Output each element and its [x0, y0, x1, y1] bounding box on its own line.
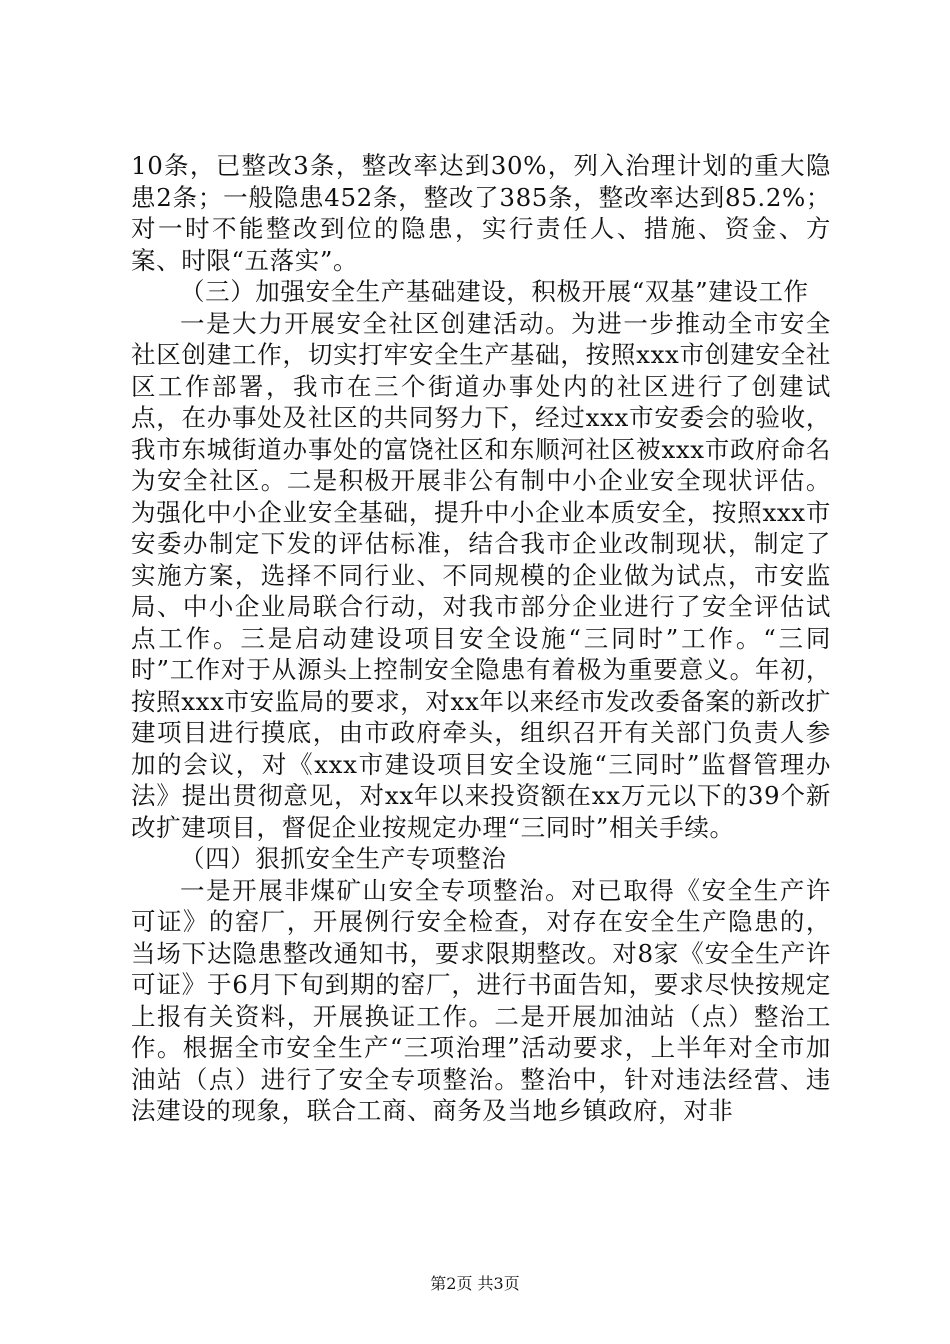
document-body — [131, 150, 831, 1127]
paragraph-special-rectification: 一是开展非煤矿山安全专项整治。对已取得《安全生产许可证》的窑厂，开展例行安全检查，对存在安全生产隐患的，当场下达隐患整改通知书，要求限期整改。对8家《安全生产许可证》于6月下旬到期的窑厂，进行书面告知，要求尽快按规定上报有关资料，开展换证工作。二是开展加油站（点）整治工作。根据全市安全生产“三项治理”活动要求，上半年对全市加油站（点）进行了安全专项整治。整治中，针对违法经营、违法建设的现象，联合工商、商务及当地乡镇政府，对非 — [131, 875, 831, 1125]
section-heading-3: （三）加强安全生产基础建设，积极开展“双基”建设工作 — [180, 277, 809, 306]
page-number-footer: 第2页 共3页 — [430, 1274, 520, 1293]
paragraph-double-foundation: 一是大力开展安全社区创建活动。为进一步推动全市安全社区创建工作，切实打牢安全生产基础，按照xxx市创建安全社区工作部署，我市在三个街道办事处内的社区进行了创建试点，在办事处及社区的共同努力下，经过xxx市安委会的验收，我市东城街道办事处的富饶社区和东顺河社区被xxx市政府命名为安全社区。二是积极开展非公有制中小企业安全现状评估。为强化中小企业安全基础，提升中小企业本质安全，按照xxx市安委办制定下发的评估标准，结合我市企业改制现状，制定了实施方案，选择不同行业、不同规模的企业做为试点，市安监局、中小企业局联合行动，对我市部分企业进行了安全评估试点工作。三是启动建设项目安全设施“三同时”工作。“三同时”工作对于从源头上控制安全隐患有着极为重要意义。年初，按照xxx市安监局的要求，对xx年以来经市发改委备案的新改扩建项目进行摸底，由市政府牵头，组织召开有关部门负责人参加的会议，对《xxx市建设项目安全设施“三同时”监督管理办法》提出贯彻意见，对xx年以来投资额在xx万元以下的39个新改扩建项目，督促企业按规定办理“三同时”相关手续。 — [131, 308, 831, 842]
section-heading-4: （四）狠抓安全生产专项整治 — [180, 844, 507, 873]
paragraph-continuation: 10条，已整改3条，整改率达到30%，列入治理计划的重大隐患2条；一般隐患452条，整改了385条，整改率达到85.2%；对一时不能整改到位的隐患，实行责任人、措施、资金、方案、时限“五落实”。 — [131, 151, 831, 275]
